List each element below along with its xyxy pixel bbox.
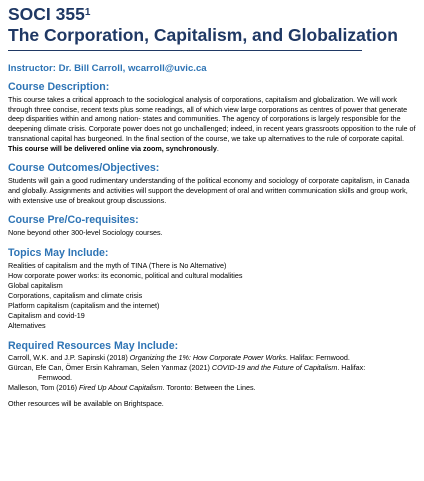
course-outcomes-text: Students will gain a good rudimentary understanding of the political economy and sociology of corporate capitalism, in Canada and globally. Assignments and activities will support the development of oral and written communication skills and group work, with extensive use of breakout group discussions.: [8, 176, 410, 205]
footnote-marker: 1: [84, 7, 91, 18]
topic-item: Capitalism and covid-19: [8, 311, 85, 321]
resource-publisher: . Toronto: Between the Lines.: [162, 383, 256, 393]
prerequisites-heading: Course Pre/Co-requisites:: [8, 214, 139, 227]
course-title: The Corporation, Capitalism, and Globalization: [8, 25, 398, 45]
resource-book-title: COVID-19 and the Future of Capitalism: [211, 363, 338, 373]
topic-item: Platform capitalism (capitalism and the internet): [8, 301, 160, 311]
course-description-text: [8, 95, 418, 153]
resource-continuation: Fernwood.: [38, 373, 72, 383]
title-divider: [8, 50, 362, 51]
resource-publisher: . Halifax: Fernwood.: [285, 353, 350, 363]
spacer: [8, 205, 418, 214]
course-code: [8, 4, 418, 24]
delivery-note: This course will be delivered online via zoom, synchronously: [8, 143, 217, 153]
resources-heading: Required Resources May Include:: [8, 340, 179, 353]
resource-item: [8, 353, 418, 363]
resource-publisher: . Halifax:: [337, 363, 366, 373]
course-description-body: This course takes a critical approach to the sociological analysis of corporations, capitalism and globalization. We will work through three concise, recent texts plus some readings, all of which view large corporations as centres of power that generate deep disparities within and among nation- states and communities. The agency of corporations is largely responsible for the deepening climate crisis. Corporate power does not go unchallenged; indeed, in recent years grassroots opposition to the rule of transnational capital has burgeoned. In the final section of the course, we take up alternatives to the rule of corporate capital.: [8, 95, 416, 143]
resources-footer: Other resources will be available on Brightspace.: [8, 399, 164, 409]
spacer: [8, 238, 418, 247]
topic-item: How corporate power works: its economic, political and cultural modalities: [8, 271, 243, 281]
resource-citation: Malleson, Tom (2016): [8, 383, 79, 393]
resource-citation: Carroll, W.K. and J.P. Sapinski (2018): [8, 353, 130, 363]
course-code-text: SOCI 355: [8, 4, 85, 24]
topic-item: Global capitalism: [8, 281, 63, 291]
course-document: [8, 4, 418, 409]
spacer: [8, 331, 418, 340]
course-description-heading: Course Description:: [8, 81, 110, 93]
topic-item: Alternatives: [8, 321, 46, 331]
resource-citation: Gürcan, Efe Can, Ömer Ersin Kahraman, Selen Yanmaz (2021): [8, 363, 212, 373]
course-description-end: .: [216, 143, 219, 153]
resource-item: [8, 383, 418, 393]
resource-book-title: Organizing the 1%: How Corporate Power Works: [129, 353, 286, 363]
topics-heading: Topics May Include:: [8, 247, 109, 260]
topic-item: Corporations, capitalism and climate crisis: [8, 291, 143, 301]
topics-list: [8, 261, 418, 331]
resource-item: [8, 363, 418, 373]
prerequisites-text: None beyond other 300-level Sociology courses.: [8, 228, 163, 238]
instructor-line: Instructor: Dr. Bill Carroll, wcarroll@uvic.ca: [8, 63, 207, 74]
course-outcomes-heading: Course Outcomes/Objectives:: [8, 162, 160, 175]
spacer: [8, 153, 418, 162]
topic-item: Realities of capitalism and the myth of TINA (There is No Alternative): [8, 261, 227, 271]
resource-book-title: Fired Up About Capitalism: [78, 383, 163, 393]
